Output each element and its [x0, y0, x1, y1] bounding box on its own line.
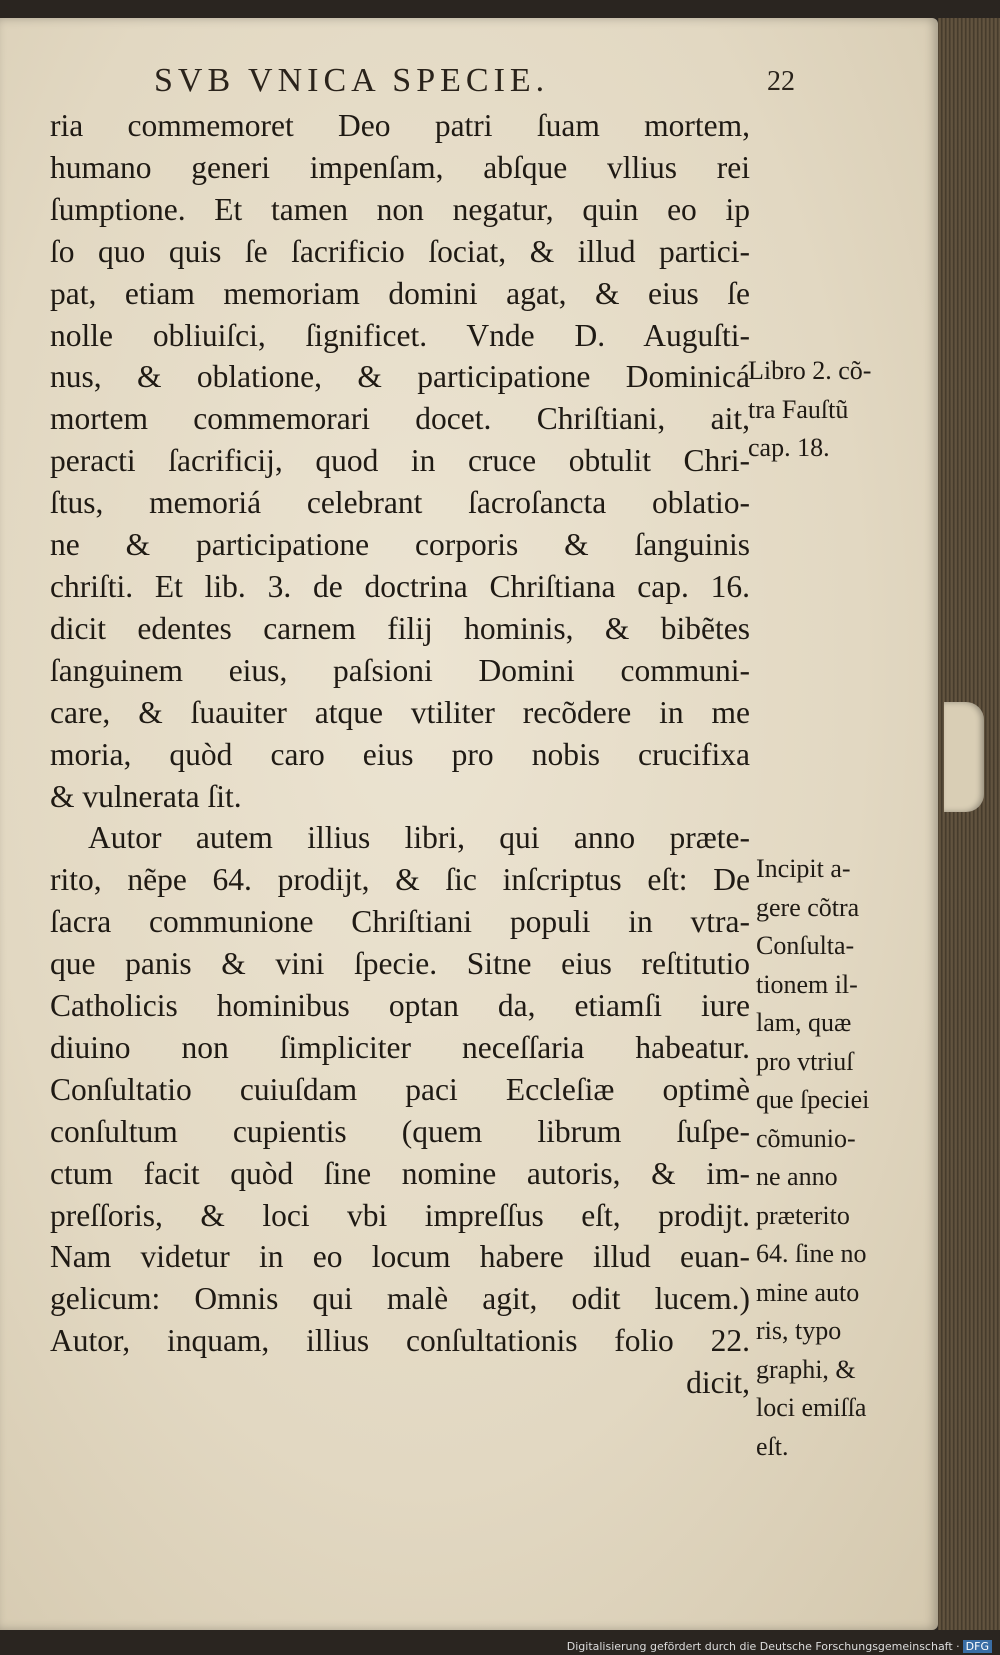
text-line: mortem commemorari docet. Chriſtiani, ait, — [50, 401, 750, 437]
text-line: ſo quo quis ſe ſacrificio ſociat, & illud partici- — [50, 233, 750, 269]
margin-note-line: Conſulta- — [756, 931, 855, 960]
running-head-title: SVB VNICA SPECIE. — [154, 62, 550, 99]
dfg-logo-icon: DFG — [963, 1640, 992, 1653]
margin-note-line: loci emiſſa — [756, 1393, 867, 1422]
text-line: Nam videtur in eo locum habere illud euan- — [50, 1239, 750, 1275]
text-line: ctum facit quòd ſine nomine autoris, & im- — [50, 1155, 750, 1191]
page-number: 22 — [767, 66, 795, 97]
page-tab-marker — [944, 702, 984, 812]
text-line: ſacra communione Chriſtiani populi in vtra- — [50, 904, 750, 940]
text-line: Catholicis hominibus optan da, etiamſi iure — [50, 988, 750, 1024]
margin-note-line: Incipit a- — [756, 854, 851, 883]
margin-note-source — [748, 352, 908, 468]
text-line: nolle obliuiſci, ſignificet. Vnde D. Auguſti- — [50, 317, 750, 353]
text-line: ne & participatione corporis & ſanguinis — [50, 527, 750, 563]
credit-text: Digitalisierung gefördert durch die Deutsche Forschungsgemeinschaft · — [566, 1640, 960, 1653]
margin-note-line: ris, typo — [756, 1316, 842, 1345]
text-line: Autor autem illius libri, qui anno præte- — [88, 820, 750, 856]
text-line: nus, & oblatione, & participatione Dominicá — [50, 359, 750, 395]
text-line: care, & ſuauiter atque vtiliter recõdere in me — [50, 694, 750, 730]
text-line: dicit, — [686, 1365, 750, 1401]
margin-note-line: præterito — [756, 1200, 850, 1230]
text-line: ſumptione. Et tamen non negatur, quin eo ip — [50, 191, 750, 227]
text-line: ſanguinem eius, paſsioni Domini communi- — [50, 652, 750, 688]
text-line: pat, etiam memoriam domini agat, & eius ſe — [50, 275, 750, 311]
text-line: conſultum cupientis (quem librum ſuſpe- — [50, 1113, 750, 1149]
main-text — [50, 105, 750, 1404]
margin-note-line: ne anno — [756, 1162, 838, 1191]
text-line: ria commemoret Deo patri ſuam mortem, — [50, 108, 750, 143]
text-line: preſſoris, & loci vbi impreſſus eſt, prodijt. — [50, 1197, 750, 1233]
text-line: Autor, inquam, illius conſultationis folio 22. — [50, 1323, 750, 1359]
margin-note-line: que ſpeciei — [756, 1085, 870, 1114]
margin-note-line: cap. 18. — [748, 433, 830, 462]
digitization-credit — [567, 1640, 992, 1653]
margin-note-line: mine auto — [756, 1277, 860, 1307]
margin-note-line: pro vtriuſ — [756, 1046, 854, 1076]
page-edges — [938, 18, 1000, 1630]
margin-note-line: graphi, & — [756, 1354, 856, 1384]
margin-note-line: eſt. — [756, 1431, 789, 1461]
text-line: moria, quòd caro eius pro nobis crucifixa — [50, 736, 750, 772]
margin-note-line: cõmunio- — [756, 1123, 856, 1153]
text-line: diuino non ſimpliciter neceſſaria habeatur. — [50, 1029, 750, 1065]
margin-note-line: 64. ſine no — [756, 1239, 867, 1268]
text-line: humano generi impenſam, abſque vllius rei — [50, 149, 750, 185]
text-line: que panis & vini ſpecie. Sitne eius reſtitutio — [50, 946, 750, 982]
text-line: ſtus, memoriá celebrant ſacroſancta oblatio- — [50, 485, 750, 521]
text-line: Conſultatio cuiuſdam paci Eccleſiæ optimè — [50, 1071, 750, 1107]
margin-note-line: tra Fauſtũ — [748, 394, 849, 424]
text-line: chriſti. Et lib. 3. de doctrina Chriſtiana cap. 16. — [50, 568, 750, 604]
margin-note-line: gere cõtra — [756, 892, 860, 922]
margin-note-line: Libro 2. cõ- — [748, 356, 872, 385]
text-line: rito, nẽpe 64. prodijt, & ſic inſcriptus eſt: De — [50, 862, 750, 898]
text-line: dicit edentes carnem filij hominis, & bibẽtes — [50, 610, 750, 646]
margin-note-line: tionem il- — [756, 969, 858, 999]
margin-note-summary — [756, 850, 916, 1466]
margin-note-line: lam, quæ — [756, 1008, 852, 1037]
text-line: gelicum: Omnis qui malè agit, odit lucem.) — [50, 1281, 750, 1317]
text-line: peracti ſacrificij, quod in cruce obtulit Chri- — [50, 443, 750, 479]
text-line: & vulnerata ſit. — [50, 778, 242, 814]
